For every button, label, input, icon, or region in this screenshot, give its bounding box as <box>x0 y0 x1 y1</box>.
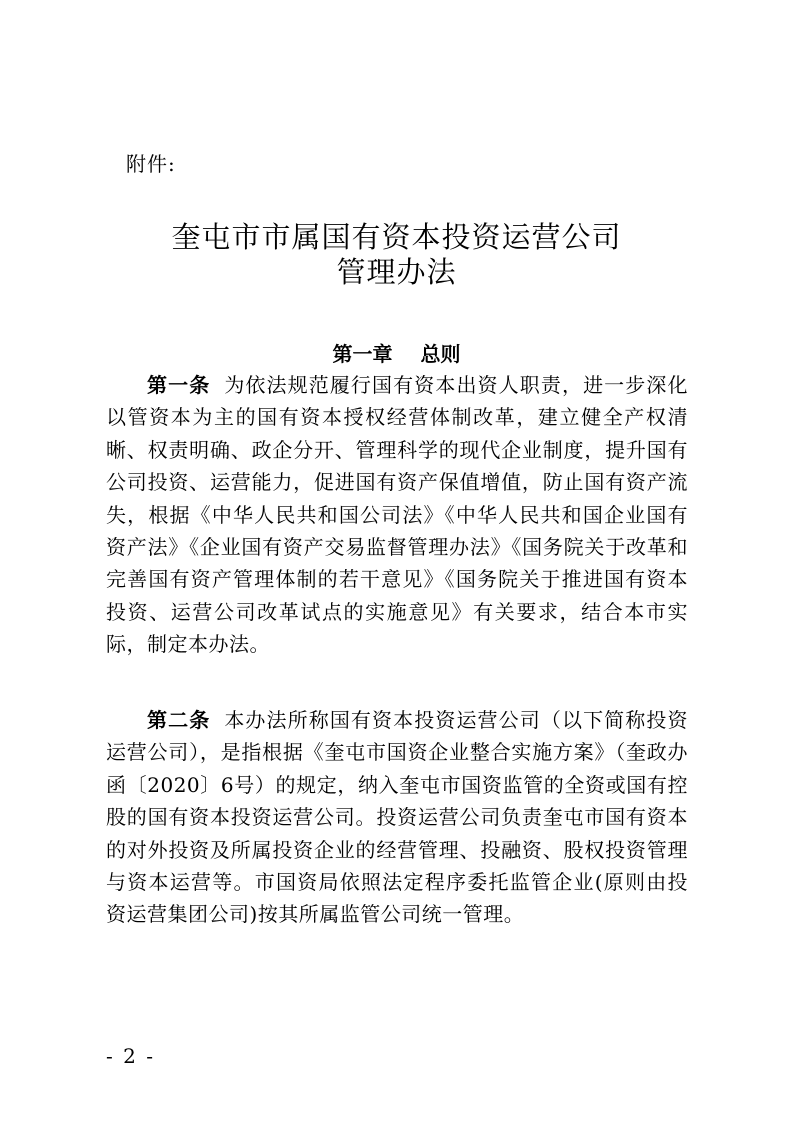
article-1 <box>106 369 688 661</box>
article-1-text: 为依法规范履行国有资本出资人职责，进一步深化以管资本为主的国有资本授权经营体制改革，建立健全产权清晰、权责明确、政企分开、管理科学的现代企业制度，提升国有公司投资、运营能力，促进国有资产保值增值，防止国有资产流失，根据《中华人民共和国公司法》《中华人民共和国企业国有资产法》《企业国有资产交易监督管理办法》《国务院关于改革和完善国有资产管理体制的若干意见》《国务院关于推进国有资本投资、运营公司改革试点的实施意见》有关要求，结合本市实际，制定本办法。 <box>106 373 688 657</box>
article-2-heading: 第二条 <box>147 708 211 732</box>
article-2-text: 本办法所称国有资本投资运营公司（以下简称投资运营公司），是指根据《奎屯市国资企业整合实施方案》（奎政办函〔2020〕6号）的规定，纳入奎屯市国资监管的全资或国有控股的国有资本投资运营公司。投资运营公司负责奎屯市国有资本的对外投资及所属投资企业的经营管理、投融资、股权投资管理与资本运营等。市国资局依照法定程序委托监管企业(原则由投资运营集团公司)按其所属监管公司统一管理。 <box>106 708 688 927</box>
chapter-name: 总则 <box>420 342 461 366</box>
document-title-line-2: 管理办法 <box>336 255 457 289</box>
document-title-line-1: 奎屯市市属国有资本投资运营公司 <box>171 220 622 254</box>
article-1-heading: 第一条 <box>147 373 211 397</box>
chapter-heading <box>0 340 793 368</box>
attachment-label: 附件: <box>126 152 176 176</box>
article-2 <box>106 704 688 931</box>
chapter-number: 第一章 <box>332 342 393 366</box>
page-number: - 2 - <box>106 1044 155 1068</box>
